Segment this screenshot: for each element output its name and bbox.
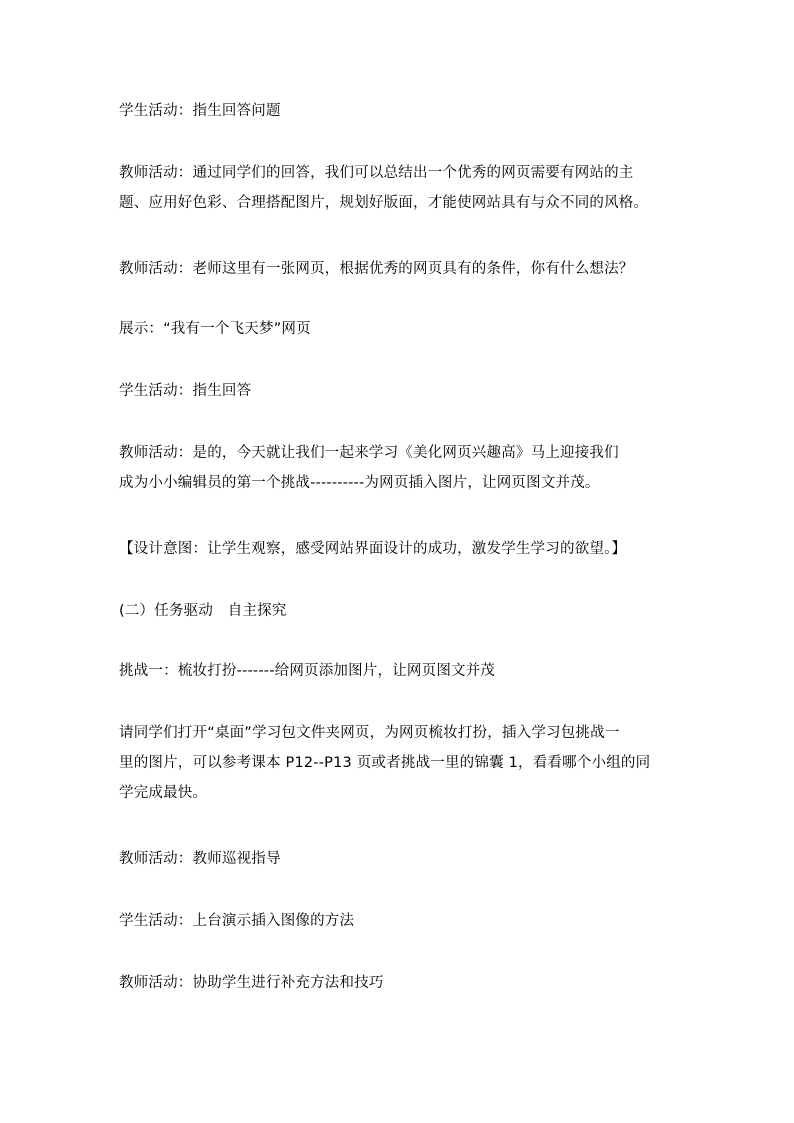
text-line: 请同学们打开“桌面”学习包文件夹网页，为网页梳妆打扮，插入学习包挑战一 — [119, 725, 620, 741]
paragraph-teacher-guidance — [119, 844, 679, 874]
text-line: 学完成最快。 — [119, 785, 208, 801]
paragraph-student-answer-2 — [119, 376, 679, 406]
text-line: 学生活动：上台演示插入图像的方法 — [119, 913, 355, 929]
text-line: 成为小小编辑员的第一个挑战----------为网页插入图片，让网页图文并茂。 — [119, 475, 600, 491]
paragraph-student-answer-1 — [119, 96, 679, 126]
text-line: 教师活动：老师这里有一张网页，根据优秀的网页具有的条件，你有什么想法？ — [119, 261, 634, 277]
text-line: 教师活动：是的，今天就让我们一起来学习《美化网页兴趣高》马上迎接我们 — [119, 445, 619, 461]
section-heading — [119, 596, 679, 626]
text-line: (二）任务驱动 自主探究 — [119, 603, 287, 619]
paragraph-design-intent — [119, 534, 679, 564]
paragraph-display — [119, 314, 679, 344]
paragraph-teacher-summary — [119, 158, 679, 218]
text-line: 里的图片，可以参考课本 P12--P13 页或者挑战一里的锦囊 1，看看哪个小组的同 — [119, 755, 651, 771]
paragraph-teacher-question — [119, 254, 679, 284]
text-line: 教师活动：协助学生进行补充方法和技巧 — [119, 975, 384, 991]
paragraph-student-demo — [119, 906, 679, 936]
text-line: 【设计意图：让学生观察，感受网站界面设计的成功，激发学生学习的欲望。】 — [119, 541, 627, 557]
text-line: 教师活动：通过同学们的回答，我们可以总结出一个优秀的网页需要有网站的主 — [119, 165, 634, 181]
paragraph-challenge-one — [119, 656, 679, 686]
paragraph-teacher-assist — [119, 968, 679, 998]
text-line: 教师活动：教师巡视指导 — [119, 851, 281, 867]
text-line: 展示：“我有一个飞天梦”网页 — [119, 321, 311, 337]
text-line: 学生活动：指生回答问题 — [119, 103, 281, 119]
text-line: 挑战一：梳妆打扮-------给网页添加图片，让网页图文并茂 — [119, 663, 496, 679]
text-line: 学生活动：指生回答 — [119, 383, 252, 399]
paragraph-instructions — [119, 718, 679, 808]
paragraph-teacher-intro — [119, 438, 679, 498]
text-line: 题、应用好色彩、合理搭配图片，规划好版面，才能使网站具有与众不同的风格。 — [119, 195, 649, 211]
